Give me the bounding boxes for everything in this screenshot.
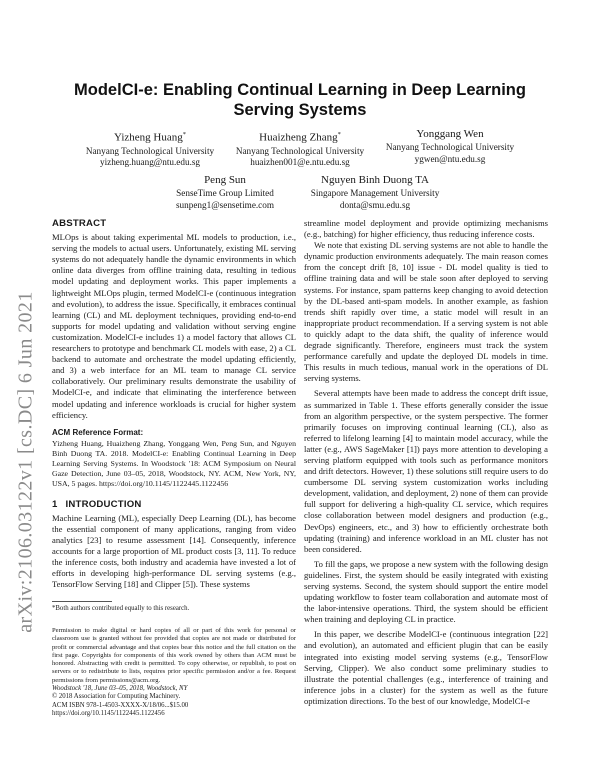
author-email[interactable]: ygwen@ntu.edu.sg [414, 153, 486, 164]
paper-title [60, 80, 540, 120]
paragraph: Several attempts have been made to address the concept drift issue, as summarized in Table 1. These efforts generally consider the issue from an algorithm perspective, or the system perspective. The former primarily focuses on improving continual learning (CL), also as referred to lifelong learning [4] to maintain model accuracy, while the latter (e.g., AWS SageMaker [1]) pays more attention to developing a serving platform equipped with tools such as performance monitors and drift detectors. However, 1) these solutions still require users to do cumbersome DL serving system customization works including development, validation, and deployment, 2) none of them can provide full support for delivering a high-quality CL service, which requires close collaboration between model designers and production (e.g., DevOps) engineers, etc., and 3) how to efficiently orchestrate both updating (training) and inference workload in an ML cluster has not been considered. [304, 388, 548, 554]
arxiv-stamp-text: arXiv:2106.03122v1 [cs.DC] 6 Jun 2021 [14, 291, 37, 633]
footnote: *Both authors contributed equally to this research. [52, 604, 190, 612]
introduction-heading [52, 499, 296, 510]
abstract-text: MLOps is about taking experimental ML models to production, i.e., serving the models to actual users. Unfortunately, existing ML serving systems do not adequately handle the dynamic environments in which online data diverges from offline training data, resulting in tedious model updating and deployment works. This paper implements a lightweight MLOps plugin, termed ModelCI-e (continuous integration and evolution), to address the issue. Specifically, it embraces continual learning (CL) and ML deployment techniques, providing end-to-end supports for model updating and validation without serving engine customization. ModelCI-e includes 1) a model factory that allows CL researchers to prototype and benchmark CL models with ease, 2) a CL backend to automate and orchestrate the model updating efficiently, and 3) a web interface for an ML team to manage CL service collaboratively. Our preliminary results demonstrate the usability of ModelCI-e, and indicate that eliminating the interference between model updating and inference workloads is crucial for higher system efficiency. [52, 232, 296, 420]
paragraph: We note that existing DL serving systems are not able to handle the dynamic production environments adequately. The main reason comes from the concept drift [8, 10] issue - DL model quality is tied to offline training data and will be stale soon after deployed to serving systems. For instance, spam patterns keep changing to avoid detection by the DL-based anti-spam models. In another example, as fashion trends shift rapidly over time, a static model will result in an inappropriate product recommendation. If a serving system is not able to quickly adapt to the data shift, the quality of inference would degrade significantly. Therefore, engineers must track the system performance carefully and update the deployed DL models in time. This results in much tedious, manual work in the operations of DL serving systems. [304, 240, 548, 384]
footnote-divider [52, 601, 112, 602]
paragraph: To fill the gaps, we propose a new system with the following design guidelines. First, the system should be easily integrated with existing serving systems. Second, the system should support the entire model updating workflow to foster team collaboration and automate most of the labor-intensive operations. Third, the system should be efficient when training and deploying CL in practice. [304, 558, 549, 625]
author-affiliation: Nanyang Technological University [235, 145, 365, 156]
left-column [52, 218, 296, 719]
paragraph: In this paper, we describe ModelCI-e (continuous integration [22] and evolution), an automated and efficient plugin that can be easily integrated into existing model serving systems (e.g., TensorFlow Serving, Clipper). We also conduct some preliminary studies to illustrate the potential challenges (e.g., interference of training and inference jobs in a cluster) for the system as well as the future optimization directions. To the best of our knowledge, ModelCI-e [304, 629, 548, 706]
author-affiliation: SenseTime Group Limited [176, 188, 274, 198]
author-email[interactable]: yizheng.huang@ntu.edu.sg [99, 157, 201, 168]
author-affiliation: Nanyang Technological University [85, 145, 215, 156]
permission-notice: Permission to make digital or hard copies of all or part of this work for personal or classroom use is granted without fee provided that copies are not made or distributed for profit or commercial advantage and that copies bear this notice and the full citation on the first page. Copyrights for components of this work owned by others than ACM must be honored. Abstracting with credit is permitted. To copy otherwise, or republish, to post on servers or to redistribute to lists, requires prior specific permission and/or a fee. Request permissions from permissions@acm.org. [52, 626, 296, 684]
introduction-text: Machine Learning (ML), especially Deep Learning (DL), has become the essential component of many applications, ranging from video analytics [23] to resume assessment [14]. Consequently, inference accounts for a large proportion of ML product costs [3, 11]. To reduce the inference costs, both industry and academia have invested a lot of efforts in developing high-performance DL serving systems (e.g., TensorFlow Serving [18] and Clipper [5]). These systems [52, 512, 296, 590]
author-affiliation: Nanyang Technological University [385, 142, 515, 152]
isbn-line: ACM ISBN 978-1-4503-XXXX-X/18/06...$15.00 [52, 701, 189, 709]
author-email[interactable]: donta@smu.edu.sg [339, 199, 411, 210]
author-email[interactable]: sunpeng1@sensetime.com [175, 199, 275, 210]
conference-info: Woodstock '18, June 03–05, 2018, Woodstock, NY [52, 685, 188, 693]
author-name: Nguyen Binh Duong TA [321, 174, 429, 186]
abstract-heading: ABSTRACT [52, 218, 107, 229]
acm-reference-text: Yizheng Huang, Huaizheng Zhang, Yonggang Wen, Peng Sun, and Nguyen Binh Duong TA. 2018. ModelCI-e: Enabling Continual Learning in Deep Learning Serving Systems. In Woodstock '18: ACM Symposium on Neural Gaze Detection, June 03–05, 2018, Woodstock, NY. ACM, New York, NY, USA, 5 pages. https://doi.org/10.1145/1122445.1122456 [52, 438, 296, 488]
author-name: Yizheng Huang [114, 131, 183, 144]
author-block [280, 174, 470, 211]
author-email[interactable]: huaizhen001@e.ntu.edu.sg [250, 157, 350, 168]
title-line-2: Serving Systems [233, 101, 367, 119]
title-line-1: ModelCI-e: Enabling Continual Learning in Deep Learning [74, 81, 526, 99]
section-number: 1 [52, 498, 58, 510]
equal-contribution-mark: * [182, 131, 186, 138]
right-column [304, 218, 548, 707]
copyright-line: © 2018 Association for Computing Machinery. [52, 693, 181, 701]
section-title: INTRODUCTION [65, 498, 142, 510]
acm-reference-heading: ACM Reference Format: [52, 427, 144, 437]
author-name: Huaizheng Zhang [259, 131, 338, 144]
author-block [355, 128, 545, 165]
author-affiliation: Singapore Management University [310, 188, 440, 198]
paragraph: streamline model deployment and provide optimizing mechanisms (e.g., batching) for higher efficiency, thus reducing inference costs. [304, 218, 548, 240]
equal-contribution-mark: * [337, 131, 341, 138]
author-name: Yonggang Wen [416, 128, 484, 140]
author-name: Peng Sun [204, 174, 246, 186]
doi-link[interactable]: https://doi.org/10.1145/1122445.1122456 [52, 710, 165, 718]
